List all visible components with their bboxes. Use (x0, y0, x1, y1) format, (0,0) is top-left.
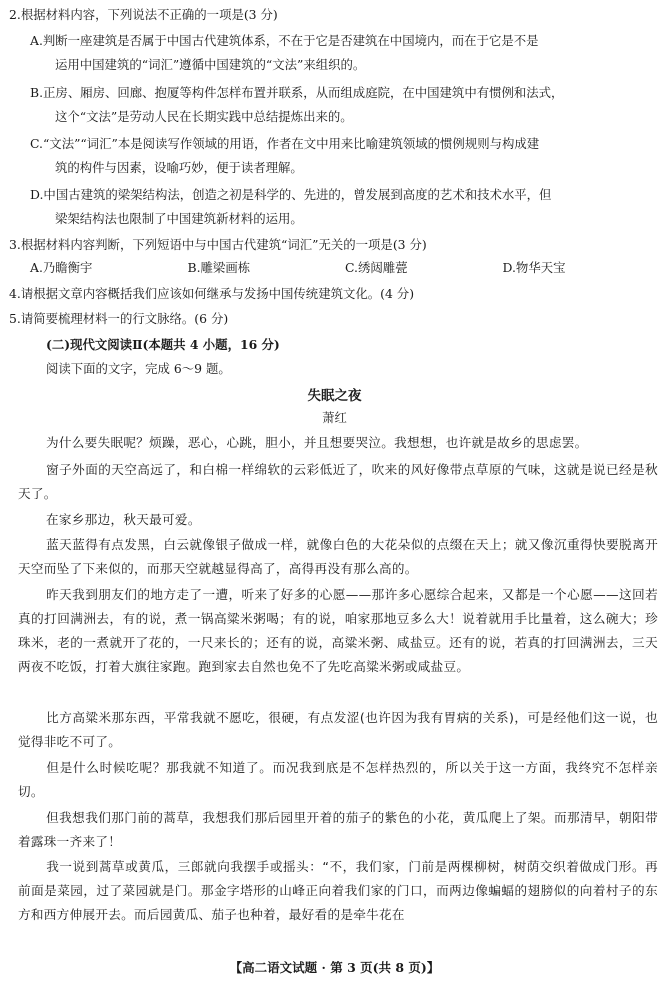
article-paragraph-4: 蓝天蓝得有点发黑，白云就像银子做成一样，就像白色的大花朵似的点缀在天上；就又像沉重得快要脱离开天空而坠了下来似的，而那天空就越显得高了，高得再没有那么高的。 (18, 537, 658, 576)
question-5: 5.请简要梳理材料一的行文脉络。(6 分) (9, 311, 229, 326)
q3-option-d: D.物华天宝 (502, 260, 566, 275)
section-instruction: 阅读下面的文字，完成 6～9 题。 (46, 361, 231, 376)
article-paragraph-5: 昨天我到朋友们的地方走了一遭，听来了好多的心愿——那许多心愿综合起来，又都是一个心愿——这回若真的打回满洲去，有的说，煮一锅高粱米粥喝；有的说，咱家那地豆多么大！说着就用手比量着，这么碗大；珍珠米，老的一煮就开了花的，一尺来长的；还有的说，高粱米粥、咸盐豆。还有的说，若真的打回满洲去，三天两夜不吃饭，打着大旗往家跑。跑到家去自然也免不了先吃高粱米粥或咸盐豆。 (18, 587, 658, 674)
page-footer: 【高二语文试题 · 第 3 页(共 8 页)】 (229, 960, 440, 975)
question-3-stem: 3.根据材料内容判断，下列短语中与中国古代建筑“词汇”无关的一项是(3 分) (9, 237, 427, 252)
q2-option-b-cont: 这个“文法”是劳动人民在长期实践中总结提炼出来的。 (55, 109, 353, 124)
q3-option-b: B.雕梁画栋 (187, 260, 251, 275)
article-paragraph-1: 为什么要失眠呢？烦躁，恶心，心跳，胆小，并且想要哭泣。我想想，也许就是故乡的思虑罢。 (46, 435, 588, 450)
article-paragraph-3: 在家乡那边，秋天最可爱。 (46, 512, 201, 527)
article-paragraph-2: 窗子外面的天空高远了，和白棉一样绵软的云彩低近了，吹来的风好像带点草原的气味，这就是说已经是秋天了。 (18, 462, 658, 501)
q3-option-a: A.乃瞻衡宇 (30, 260, 93, 275)
article-title: 失眠之夜 (307, 388, 362, 404)
article-paragraph-6: 比方高粱米那东西，平常我就不愿吃，很硬，有点发涩(也许因为我有胃病的关系)，可是经他们这一说，也觉得非吃不可了。 (18, 710, 658, 749)
question-2-stem: 2.根据材料内容，下列说法不正确的一项是(3 分) (9, 7, 278, 22)
article-paragraph-8: 但我想我们那门前的蒿草，我想我们那后园里开着的茄子的紫色的小花，黄瓜爬上了架。而那清早，朝阳带着露珠一齐来了！ (18, 810, 658, 849)
q2-option-c: C.“文法”“词汇”本是阅读写作领域的用语，作者在文中用来比喻建筑领域的惯例规则与构成建 (30, 136, 540, 151)
article-paragraph-7: 但是什么时候吃呢？那我就不知道了。而况我到底是不怎样热烈的，所以关于这一方面，我终究不怎样亲切。 (18, 760, 658, 799)
q2-option-a: A.判断一座建筑是否属于中国古代建筑体系，不在于它是否建筑在中国境内，而在于它是不是 (30, 33, 539, 48)
q2-option-b: B.正房、厢房、回廊、抱厦等构件怎样布置并联系，从而组成庭院，在中国建筑中有惯例和法式， (30, 85, 564, 100)
q2-option-a-cont: 运用中国建筑的“词汇”遵循中国建筑的“文法”来组织的。 (55, 57, 366, 72)
q3-option-c: C.绣闼雕甍 (345, 260, 408, 275)
q2-option-c-cont: 筑的构件与因素，设喻巧妙，便于读者理解。 (55, 160, 303, 175)
q2-option-d: D.中国古建筑的梁架结构法，创造之初是科学的、先进的，曾发展到高度的艺术和技术水平，但 (30, 187, 552, 202)
question-4: 4.请根据文章内容概括我们应该如何继承与发扬中国传统建筑文化。(4 分) (9, 286, 415, 301)
section-heading: (二)现代文阅读Ⅱ(本题共 4 小题，16 分) (46, 337, 280, 352)
article-paragraph-9: 我一说到蒿草或黄瓜，三郎就向我摆手或摇头：“不，我们家，门前是两棵柳树，树荫交织着做成门形。再前面是菜园，过了菜园就是门。那金字塔形的山峰正向着我们家的门口，而两边像蝙蝠的翅膀似的向着村子的东方和西方伸展开去。而后园黄瓜、茄子也种着，最好看的是牵牛花在 (18, 859, 658, 922)
article-author: 萧红 (322, 410, 347, 425)
q2-option-d-cont: 梁架结构法也限制了中国建筑新材料的运用。 (55, 211, 303, 226)
q3-options (30, 257, 660, 280)
